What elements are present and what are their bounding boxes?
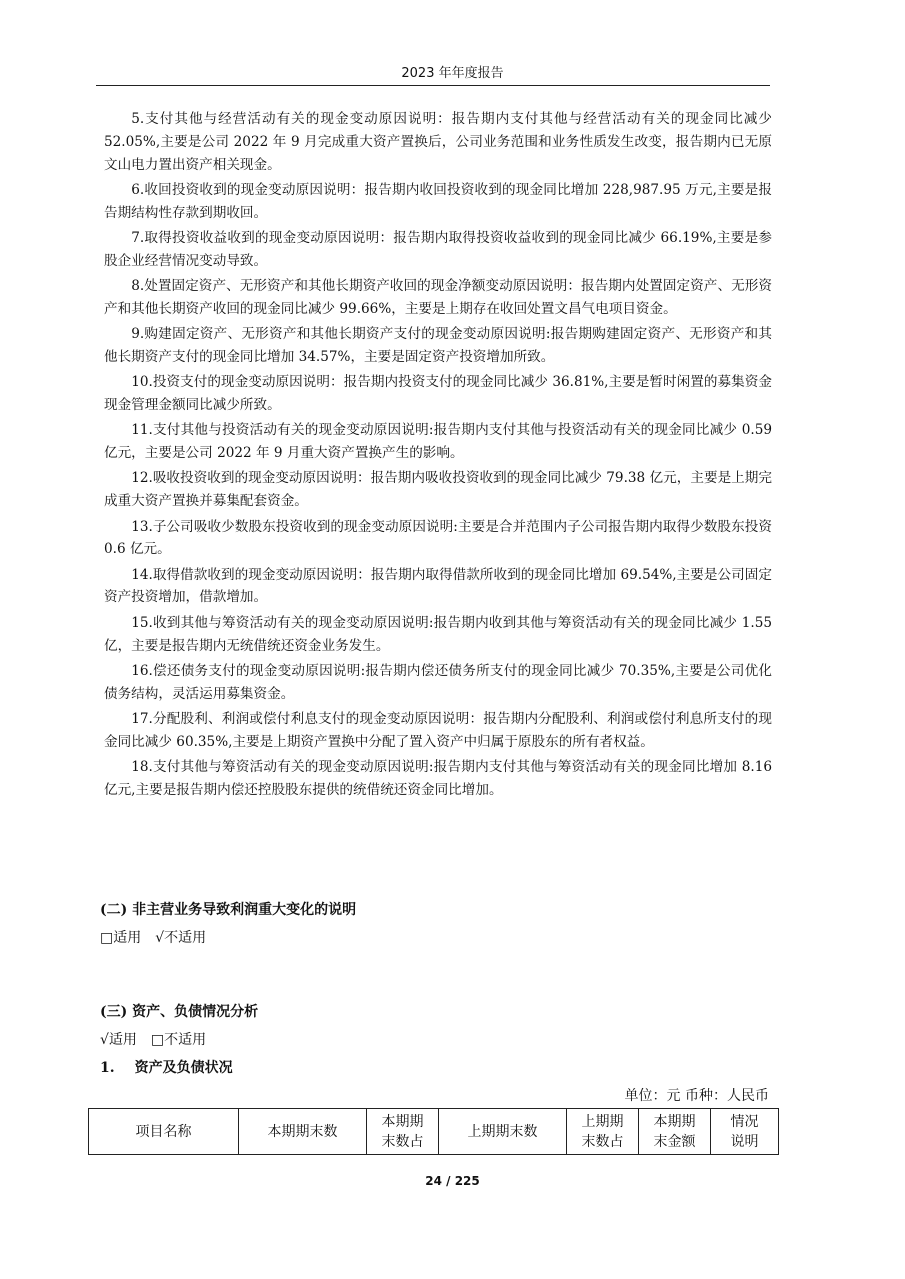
applicable-option: □适用 [100,930,142,946]
assets-liabilities-subheading [100,1058,233,1078]
explanation-paragraph-13: 13.子公司吸收少数股东投资收到的现金变动原因说明:主要是合并范围内子公司报告期内取得少数股东投资 0.6 亿元。 [104,518,772,558]
explanation-paragraph-12: 12.吸收投资收到的现金变动原因说明：报告期内吸收投资收到的现金同比减少 79.38 亿元，主要是上期完成重大资产置换并募集配套资金。 [104,470,772,510]
explanation-paragraph-18: 18.支付其他与筹资活动有关的现金变动原因说明:报告期内支付其他与筹资活动有关的现金同比增加 8.16 亿元,主要是报告期内偿还控股股东提供的统借统还资金同比增加。 [104,759,772,798]
explanation-paragraph-6: 6.收回投资收到的现金变动原因说明：报告期内收回投资收到的现金同比增加 228,987.95 万元,主要是报告期结构性存款到期收回。 [104,181,772,221]
subheading-number: 1. [100,1060,115,1076]
section-2-heading: (二) 非主营业务导致利润重大变化的说明 [100,902,357,918]
section-3-applicability [100,1030,206,1050]
explanation-paragraph-15: 15.收到其他与筹资活动有关的现金变动原因说明:报告期内收到其他与筹资活动有关的现金同比减少 1.55 亿，主要是报告期内无统借统还资金业务发生。 [104,614,772,654]
explanation-paragraph-10: 10.投资支付的现金变动原因说明：报告期内投资支付的现金同比减少 36.81%,主要是暂时闲置的募集资金现金管理金额同比减少所致。 [104,374,772,414]
table-header-row [89,1109,779,1155]
header-divider [96,85,770,86]
assets-liabilities-table [88,1108,779,1155]
header-prior-period-end: 上期期末数 [439,1109,567,1155]
explanation-paragraph-5: 5.支付其他与经营活动有关的现金变动原因说明：报告期内支付其他与经营活动有关的现金同比减少 52.05%,主要是公司 2022 年 9 月完成重大资产置换后，公司业务范围和业务性质发生改变，报告期内已无原文山电力置出资产相关现金。 [104,111,772,173]
explanation-paragraph-16: 16.偿还债务支付的现金变动原因说明:报告期内偿还债务所支付的现金同比减少 70.35%,主要是公司优化债务结构，灵活运用募集资金。 [104,662,772,702]
header-current-period-amount: 本期期 末金额 [639,1109,711,1155]
explanation-paragraph-8: 8.处置固定资产、无形资产和其他长期资产收回的现金净额变动原因说明：报告期内处置固定资产、无形资产和其他长期资产收回的现金同比减少 99.66%，主要是上期存在收回处置文昌气电项目资金。 [104,278,772,317]
section-3-heading: (三) 资产、负债情况分析 [100,1004,259,1020]
applicable-option: √适用 [100,1032,137,1048]
header-situation-note: 情况 说明 [711,1109,779,1155]
cash-flow-explanations [104,108,772,804]
section-2-applicability [100,928,206,948]
explanation-paragraph-14: 14.取得借款收到的现金变动原因说明：报告期内取得借款所收到的现金同比增加 69.54%,主要是公司固定资产投资增加，借款增加。 [104,566,772,606]
explanation-paragraph-9: 9.购建固定资产、无形资产和其他长期资产支付的现金变动原因说明:报告期购建固定资产、无形资产和其他长期资产支付的现金同比增加 34.57%，主要是固定资产投资增加所致。 [104,326,772,365]
header-current-period-end: 本期期末数 [239,1109,367,1155]
header-item-name: 项目名称 [89,1109,239,1155]
not-applicable-option: √不适用 [155,930,207,946]
subheading-text: 资产及负债状况 [134,1060,233,1076]
explanation-paragraph-17: 17.分配股利、利润或偿付利息支付的现金变动原因说明：报告期内分配股利、利润或偿付利息所支付的现金同比减少 60.35%,主要是上期资产置换中分配了置入资产中归属于原股东的所有者权益。 [104,710,772,750]
report-header-title: 2023 年年度报告 [401,66,504,81]
header-prior-period-share: 上期期 末数占 [567,1109,639,1155]
page-number: 24 / 225 [425,1174,480,1188]
not-applicable-option: □不适用 [150,1032,207,1048]
unit-currency-note: 单位：元 币种：人民币 [624,1088,769,1104]
explanation-paragraph-11: 11.支付其他与投资活动有关的现金变动原因说明:报告期内支付其他与投资活动有关的现金同比减少 0.59 亿元，主要是公司 2022 年 9 月重大资产置换产生的影响。 [104,422,772,462]
header-current-period-share: 本期期 末数占 [367,1109,439,1155]
explanation-paragraph-7: 7.取得投资收益收到的现金变动原因说明：报告期内取得投资收益收到的现金同比减少 66.19%,主要是参股企业经营情况变动导致。 [104,229,772,269]
